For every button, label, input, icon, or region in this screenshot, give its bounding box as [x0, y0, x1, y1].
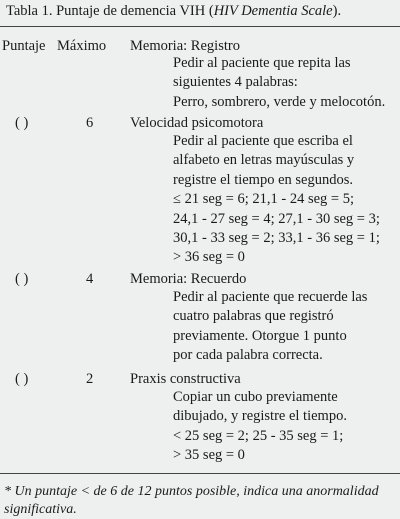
bottom-divider	[0, 473, 400, 474]
max-score: 6	[86, 115, 94, 131]
description-line: registre el tiempo en segundos.	[173, 171, 353, 188]
task-label: Memoria: Recuerdo	[130, 271, 247, 287]
description-line: cuatro palabras que registró	[173, 308, 334, 325]
task-label: Praxis constructiva	[130, 371, 241, 387]
score-blank: ( )	[15, 371, 29, 387]
task-label: Memoria: Registro	[130, 38, 240, 54]
task-description	[173, 388, 397, 466]
task-description	[173, 132, 397, 268]
max-score: 2	[86, 371, 94, 387]
description-line: Pedir al paciente que repita las	[173, 55, 351, 71]
score-blank: ( )	[15, 115, 29, 131]
score-blank: ( )	[15, 271, 29, 287]
description-line: < 25 seg = 2; 25 - 35 seg = 1;	[173, 427, 344, 444]
max-score: 4	[86, 271, 94, 287]
description-line: previamente. Otorgue 1 punto	[173, 327, 347, 344]
task-label: Velocidad psicomotora	[130, 115, 264, 131]
description-line: siguientes 4 palabras:	[173, 74, 298, 91]
description-line: Pedir al paciente que escriba el	[173, 133, 353, 149]
description-line: ≤ 21 seg = 6; 21,1 - 24 seg = 5;	[173, 191, 354, 208]
header-score: Puntaje	[2, 38, 46, 54]
description-line: 30,1 - 33 seg = 2; 33,1 - 36 seg = 1;	[173, 230, 380, 247]
description-line: por cada palabra correcta.	[173, 347, 323, 364]
footnote: * Un puntaje < de 6 de 12 puntos posible, indica una anormalidad significativa.	[4, 484, 379, 517]
description-line: dibujado, y registre el tiempo.	[173, 408, 347, 425]
description-line: alfabeto en letras mayúsculas y	[173, 152, 355, 169]
description-line: 24,1 - 27 seg = 4; 27,1 - 30 seg = 3;	[173, 210, 380, 227]
table-title	[6, 2, 398, 20]
description-line: Copiar un cubo previamente	[173, 389, 338, 405]
description-line: Perro, sombrero, verde y melocotón.	[173, 93, 386, 110]
description-line: Pedir al paciente que recuerde las	[173, 289, 368, 305]
title-prefix: Tabla 1. Puntaje de demencia VIH (	[6, 3, 214, 19]
title-suffix: ).	[332, 3, 342, 19]
task-description	[173, 54, 397, 112]
header-max: Máximo	[57, 38, 107, 54]
description-line: > 36 seg = 0	[173, 249, 245, 266]
description-line: > 35 seg = 0	[173, 447, 245, 464]
task-description	[173, 288, 397, 366]
top-divider	[0, 26, 400, 27]
title-italic: HIV Dementia Scale	[213, 3, 333, 19]
